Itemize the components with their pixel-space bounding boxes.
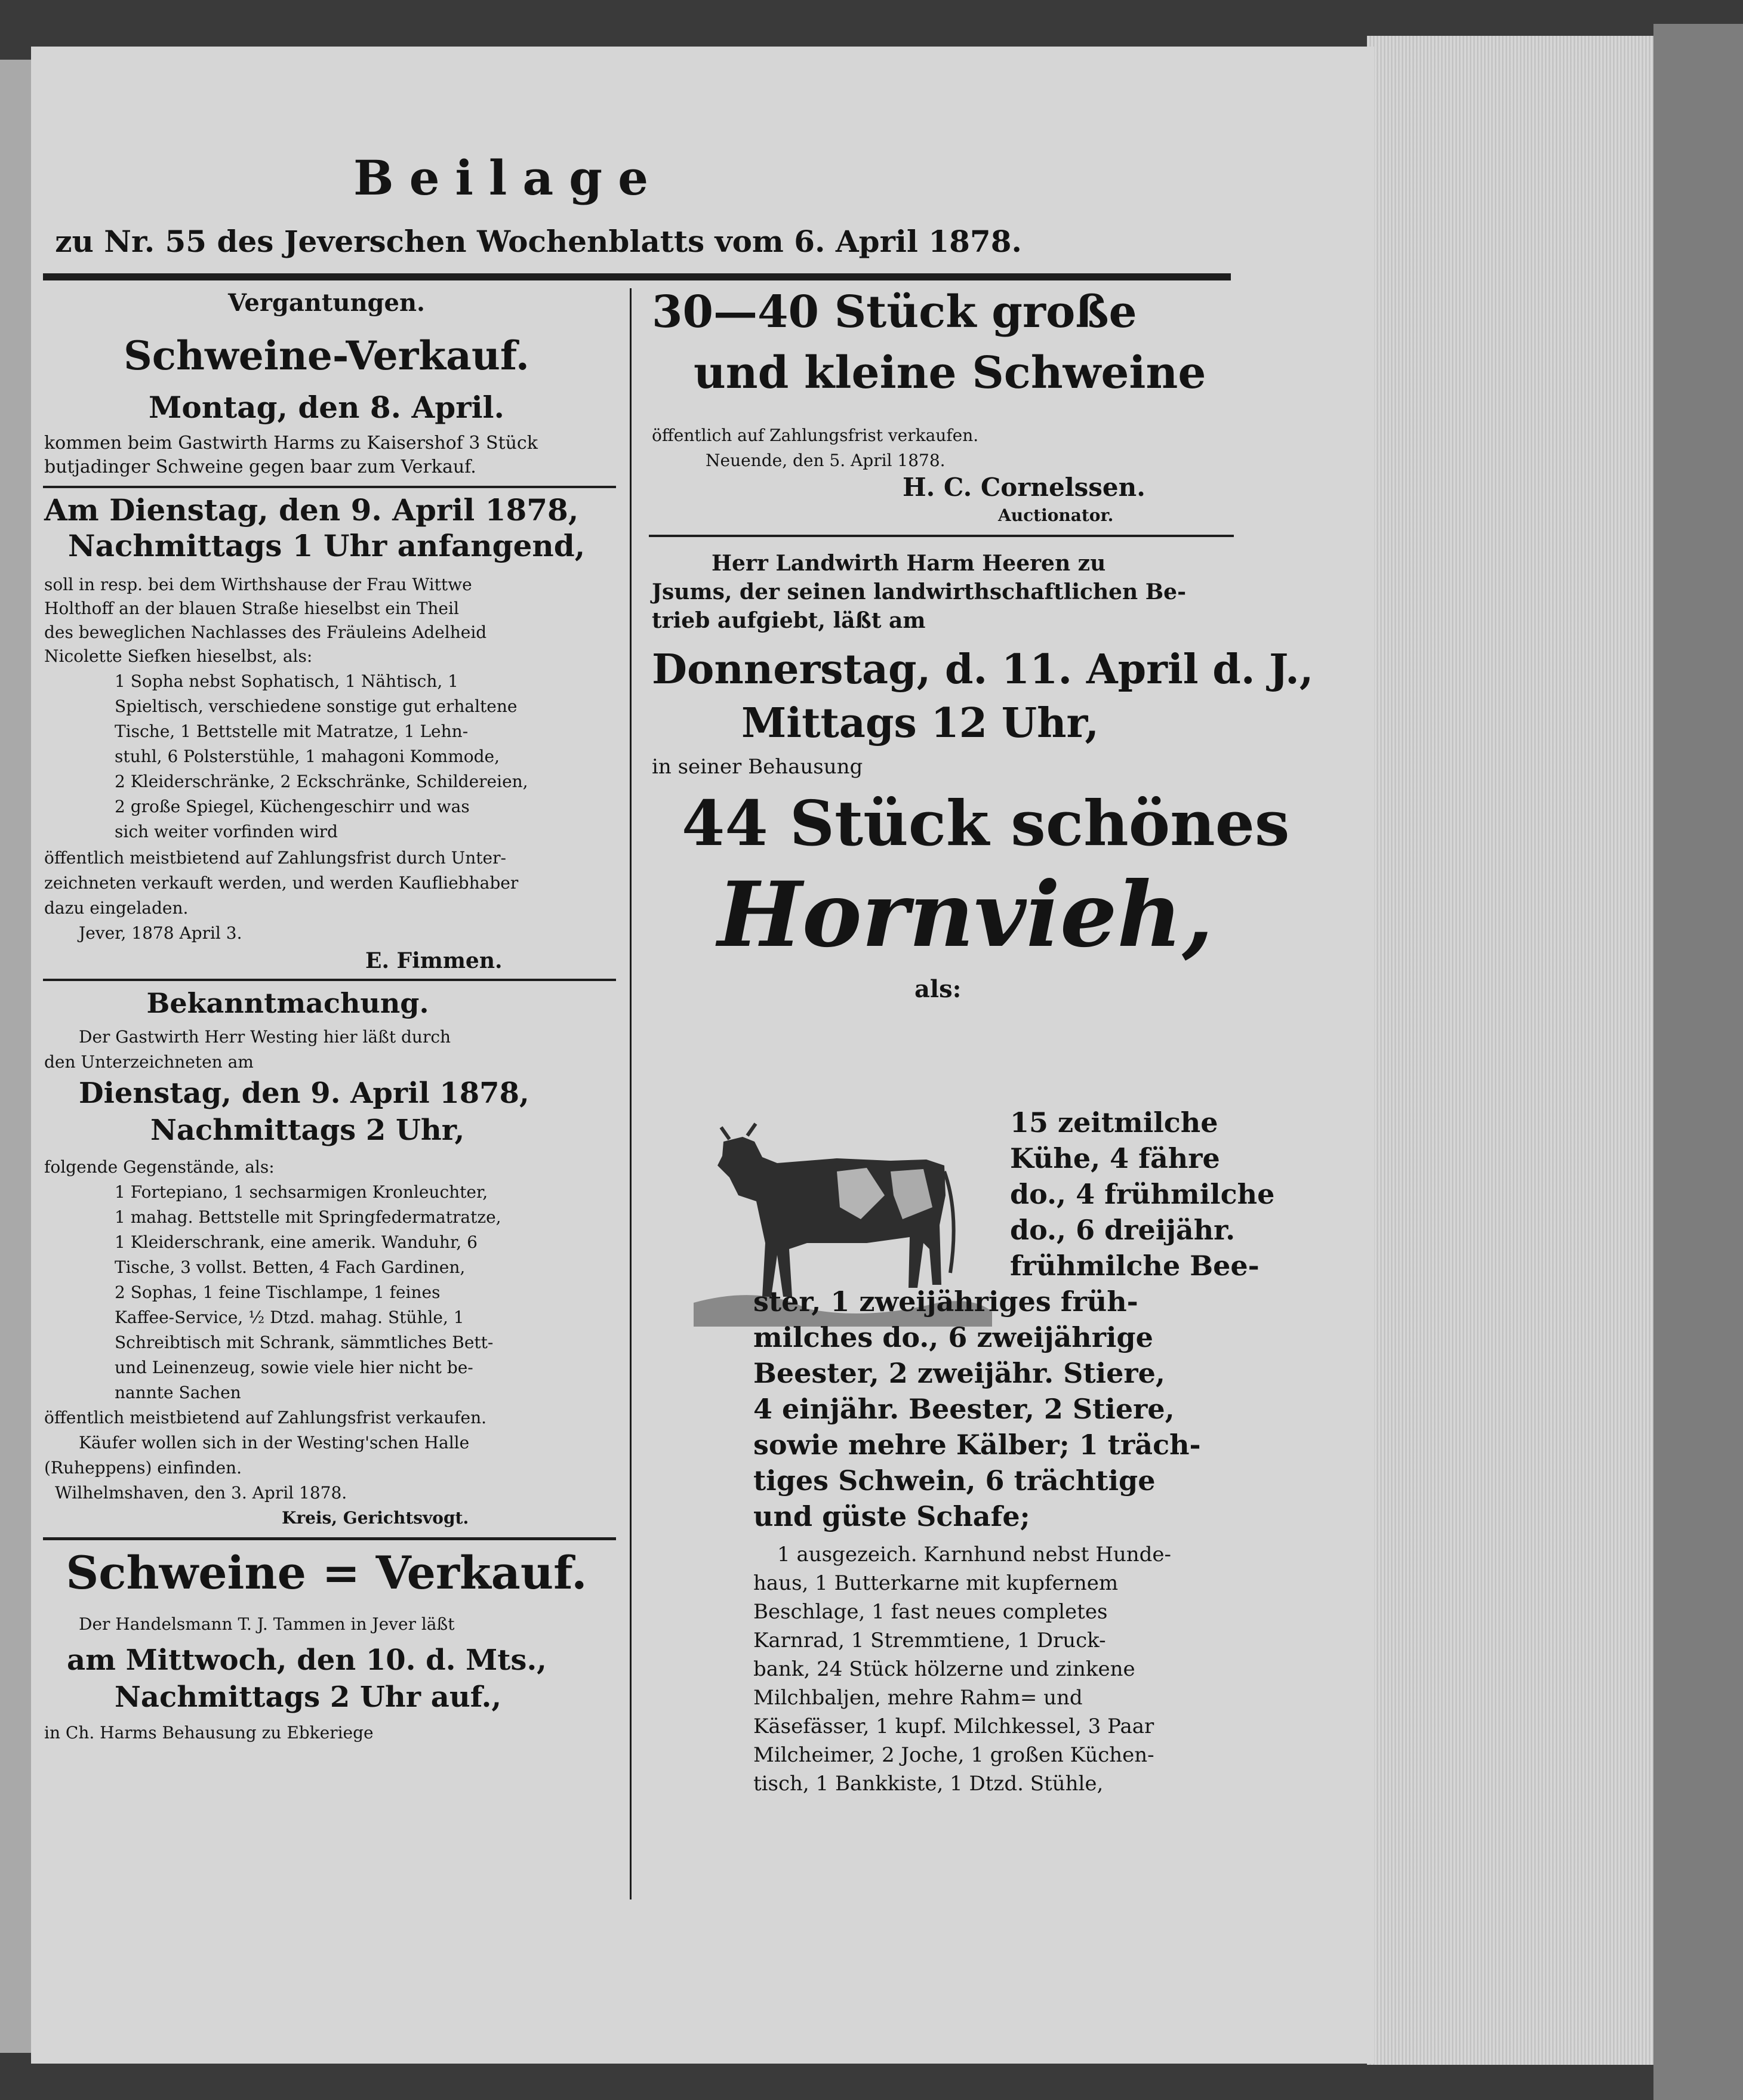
livestock-line: Kühe, 4 fähre	[1010, 1142, 1220, 1174]
ad-separator	[43, 1537, 616, 1540]
ad6-intro-line: trieb aufgiebt, läßt am	[652, 608, 926, 633]
ad3-item-line: 2 Sophas, 1 feine Tischlampe, 1 feines	[115, 1282, 441, 1302]
ad3-headline: Bekanntmachung.	[146, 987, 429, 1019]
ad2-outro-line: öffentlich meistbietend auf Zahlungsfrist durch Unter-	[44, 848, 506, 868]
ad5-place-date: Neuende, den 5. April 1878.	[706, 451, 946, 470]
ad3-date: Nachmittags 2 Uhr,	[150, 1114, 465, 1147]
ad6-date: Mittags 12 Uhr,	[741, 699, 1100, 747]
ad2-headline: Nachmittags 1 Uhr anfangend,	[67, 528, 586, 563]
ad1-headline: Schweine-Verkauf.	[124, 332, 529, 379]
ad2-intro-line: Nicolette Siefken hieselbst, als:	[44, 646, 313, 666]
ad3-item-line: Kaffee-Service, ½ Dtzd. mahag. Stühle, 1	[115, 1308, 464, 1327]
ad2-outro-line: zeichneten verkauft werden, und werden Kaufliebhaber	[44, 873, 519, 893]
equipment-line: Beschlage, 1 fast neues completes	[753, 1600, 1108, 1624]
ad6-intro-line: Jsums, der seinen landwirthschaftlichen Be-	[652, 579, 1187, 605]
ad4-date: Nachmittags 2 Uhr auf.,	[115, 1680, 502, 1714]
livestock-line: sowie mehre Kälber; 1 träch-	[753, 1429, 1201, 1461]
ad2-intro-line: Holthoff an der blauen Straße hieselbst ein Theil	[44, 599, 459, 618]
ad6-location: in seiner Behausung	[652, 755, 863, 779]
ad3-date: Dienstag, den 9. April 1878,	[79, 1077, 529, 1110]
ad-separator	[43, 979, 616, 981]
ad2-intro-line: des beweglichen Nachlasses des Fräuleins Adelheid	[44, 622, 487, 642]
supplement-subtitle: zu Nr. 55 des Jeverschen Wochenblatts vom 6. April 1878.	[55, 224, 1022, 259]
ad3-intro-line: den Unterzeichneten am	[44, 1052, 254, 1072]
livestock-line: und güste Schafe;	[753, 1500, 1030, 1532]
ad3-item-line: Tische, 3 vollst. Betten, 4 Fach Gardinen,	[115, 1257, 466, 1277]
equipment-line: Milcheimer, 2 Joche, 1 großen Küchen-	[753, 1743, 1154, 1767]
livestock-line: Beester, 2 zweijähr. Stiere,	[753, 1357, 1165, 1389]
equipment-line: Käsefässer, 1 kupf. Milchkessel, 3 Paar	[753, 1714, 1154, 1738]
ad4-headline: Schweine = Verkauf.	[66, 1546, 587, 1599]
equipment-line: haus, 1 Butterkarne mit kupfernem	[753, 1571, 1119, 1595]
ad2-item-line: 2 große Spiegel, Küchengeschirr und was	[115, 797, 470, 816]
ad4-location: in Ch. Harms Behausung zu Ebkeriege	[44, 1723, 374, 1743]
ad2-item-line: 1 Sopha nebst Sophatisch, 1 Nähtisch, 1	[115, 671, 458, 691]
equipment-line: Milchbaljen, mehre Rahm= und	[753, 1686, 1083, 1710]
ad5-headline: 30—40 Stück große	[652, 286, 1137, 338]
ad1-text-line: butjadinger Schweine gegen baar zum Verkauf.	[44, 457, 476, 477]
ad3-item-line: 1 Kleiderschrank, eine amerik. Wanduhr, 6	[115, 1232, 478, 1252]
ad6-intro-line: Herr Landwirth Harm Heeren zu	[712, 551, 1106, 576]
ad2-intro-line: soll in resp. bei dem Wirthshause der Frau Wittwe	[44, 575, 472, 594]
livestock-line: ster, 1 zweijähriges früh-	[753, 1285, 1138, 1318]
livestock-line: 15 zeitmilche	[1010, 1106, 1218, 1139]
livestock-line: frühmilche Bee-	[1010, 1250, 1259, 1282]
previous-page-edge	[0, 60, 33, 2053]
ad-separator	[43, 486, 616, 488]
book-cover-edge	[1653, 24, 1743, 2100]
equipment-line: Karnrad, 1 Stremmtiene, 1 Druck-	[753, 1629, 1106, 1652]
ad4-intro: Der Handelsmann T. J. Tammen in Jever läßt	[79, 1614, 455, 1634]
livestock-line: do., 4 frühmilche	[1010, 1178, 1275, 1210]
ad-separator	[649, 535, 1234, 537]
ad2-item-line: sich weiter vorfinden wird	[115, 822, 338, 841]
ad2-item-line: Spieltisch, verschiedene sonstige gut erhaltene	[115, 696, 518, 716]
equipment-line: tisch, 1 Bankkiste, 1 Dtzd. Stühle,	[753, 1772, 1104, 1796]
supplement-title: Beilage	[353, 150, 664, 206]
ad2-item-line: Tische, 1 Bettstelle mit Matratze, 1 Lehn-	[115, 721, 469, 741]
ad3-item-line: 1 Fortepiano, 1 sechsarmigen Kronleuchter,	[115, 1182, 488, 1202]
ad5-signature: H. C. Cornelssen.	[903, 473, 1145, 502]
ad2-item-line: 2 Kleiderschränke, 2 Eckschränke, Schildereien,	[115, 772, 528, 791]
equipment-line: 1 ausgezeich. Karnhund nebst Hunde-	[777, 1543, 1172, 1566]
column-divider	[630, 288, 632, 1899]
ad3-intro-line: folgende Gegenstände, als:	[44, 1157, 275, 1177]
ad3-item-line: und Leinenzeug, sowie viele hier nicht be-	[115, 1358, 473, 1377]
newspaper-page	[31, 47, 1374, 2064]
ad2-item-line: stuhl, 6 Polsterstühle, 1 mahagoni Kommode,	[115, 747, 500, 766]
ad3-intro-line: Der Gastwirth Herr Westing hier läßt durch	[79, 1027, 451, 1047]
book-page-edges	[1367, 36, 1701, 2065]
livestock-line: milches do., 6 zweijährige	[753, 1321, 1153, 1353]
livestock-line: do., 6 dreijähr.	[1010, 1214, 1236, 1246]
cow-tail	[944, 1171, 954, 1273]
cow-body	[717, 1137, 946, 1297]
horn	[721, 1124, 756, 1139]
ad4-date: am Mittwoch, den 10. d. Mts.,	[67, 1643, 547, 1677]
ad3-outro-line: (Ruheppens) einfinden.	[44, 1458, 242, 1478]
ad2-signature: E. Fimmen.	[365, 948, 503, 973]
ad3-outro-line: öffentlich meistbietend auf Zahlungsfrist verkaufen.	[44, 1408, 487, 1427]
ad3-item-line: 1 mahag. Bettstelle mit Springfedermatratze,	[115, 1207, 501, 1227]
ad3-item-line: Schreibtisch mit Schrank, sämmtliches Bett-	[115, 1333, 494, 1352]
ad3-signature: Kreis, Gerichtsvogt.	[282, 1508, 469, 1528]
ad3-outro-line: Käufer wollen sich in der Westing'schen Halle	[79, 1433, 470, 1453]
ad2-place-date: Jever, 1878 April 3.	[79, 923, 242, 943]
section-heading: Vergantungen.	[228, 289, 425, 317]
ad6-als: als:	[914, 975, 962, 1003]
header-rule	[43, 273, 1231, 280]
ad5-text: öffentlich auf Zahlungsfrist verkaufen.	[652, 425, 979, 445]
ad3-place-date: Wilhelmshaven, den 3. April 1878.	[55, 1483, 347, 1503]
ad5-headline: und kleine Schweine	[694, 347, 1206, 399]
ad2-outro-line: dazu eingeladen.	[44, 898, 189, 918]
ad6-hornvieh-headline: Hornvieh,	[717, 862, 1214, 967]
ad5-role: Auctionator.	[998, 505, 1114, 525]
equipment-line: bank, 24 Stück hölzerne und zinkene	[753, 1657, 1135, 1681]
livestock-line: 4 einjähr. Beester, 2 Stiere,	[753, 1393, 1175, 1425]
ad1-text-line: kommen beim Gastwirth Harms zu Kaisershof 3 Stück	[44, 433, 538, 454]
ad3-item-line: nannte Sachen	[115, 1383, 241, 1402]
ad6-date: Donnerstag, d. 11. April d. J.,	[652, 646, 1314, 693]
livestock-line: tiges Schwein, 6 trächtige	[753, 1464, 1156, 1497]
ad2-headline: Am Dienstag, den 9. April 1878,	[44, 492, 579, 528]
ad1-date: Montag, den 8. April.	[149, 390, 504, 425]
ad6-big-headline: 44 Stück schönes	[682, 787, 1290, 860]
